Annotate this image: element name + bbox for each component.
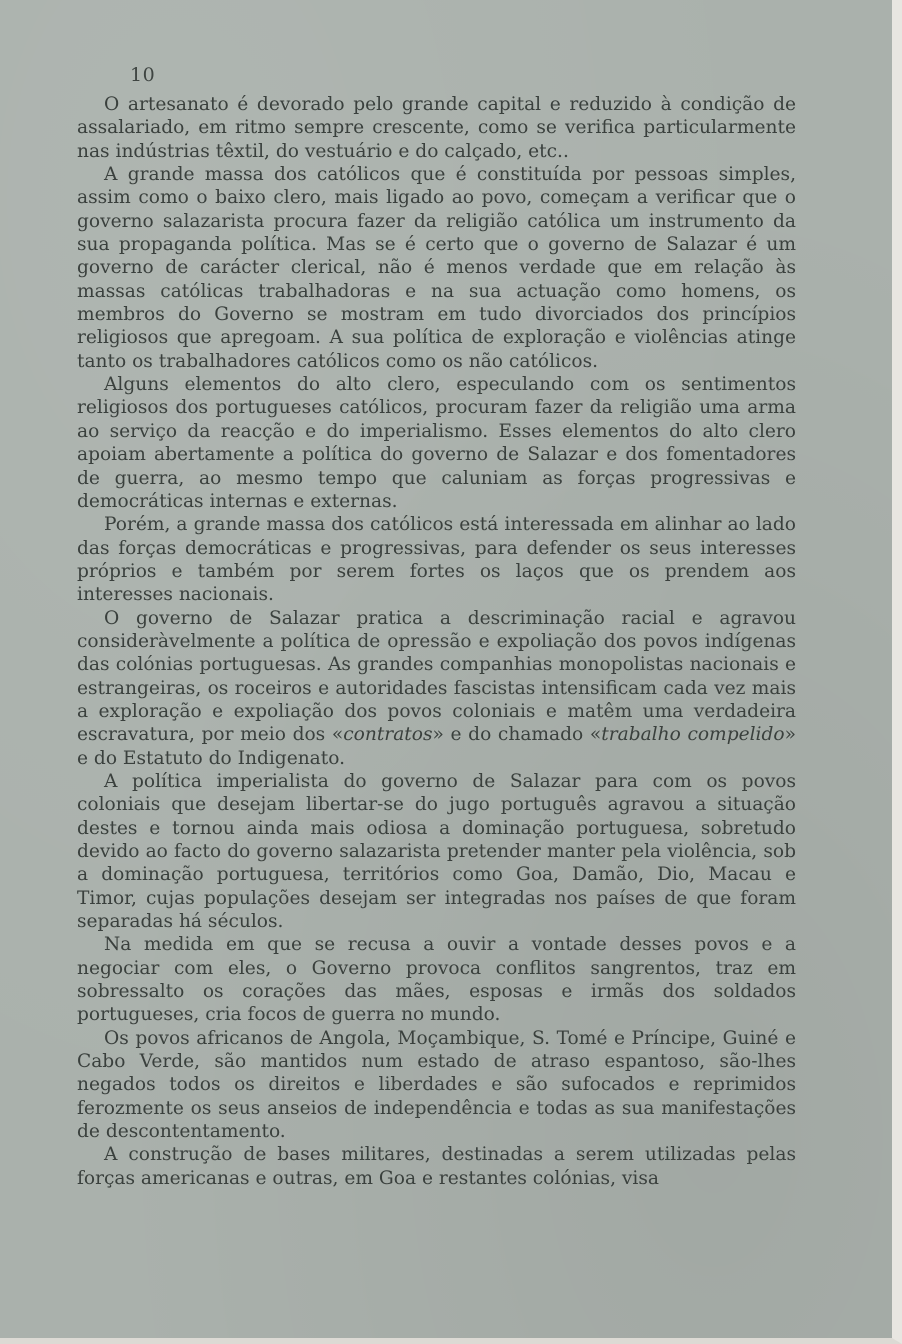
paragraph-porem: Porém, a grande massa dos católicos está interessada em alinhar ao lado das forças democráticas e progressivas, para defender os seus interesses próprios e também por serem fortes os laços que os prendem aos interesses nacionais. — [77, 514, 796, 606]
body-text — [77, 93, 796, 1190]
paragraph-text: » e do chamado « — [432, 724, 602, 746]
paragraph-alto-clero: Alguns elementos do alto clero, especulando com os sentimentos religiosos dos portugueses católicos, procuram fazer da religião uma arma ao serviço da reacção e do imperialismo. Esses elementos do alto clero apoiam abertamente a política do governo de Salazar e dos fomentadores de guerra, ao mesmo tempo que caluniam as forças progressivas e democráticas internas e externas. — [77, 374, 796, 512]
paragraph-artesanato: O artesanato é devorado pelo grande capital e reduzido à condição de assalariado, em ritmo sempre crescente, como se verifica particularmente nas indústrias têxtil, do vestuário e do calçado, etc.. — [77, 94, 796, 162]
italic-term-trabalho-compelido: trabalho compelido — [601, 724, 785, 746]
paragraph-na-medida: Na medida em que se recusa a ouvir a vontade desses povos e a negociar com eles, o Governo provoca conflitos sangrentos, traz em sobressalto os corações das mães, esposas e irmãs dos soldados portugueses, cria focos de guerra no mundo. — [77, 934, 796, 1026]
paragraph-descriminacao-racial — [77, 607, 796, 770]
page-number: 10 — [130, 64, 156, 86]
paragraph-povos-africanos: Os povos africanos de Angola, Moçambique, S. Tomé e Príncipe, Guiné e Cabo Verde, são mantidos num estado de atraso espantoso, são-lhes negados todos os direitos e liberdades e são sufocados e reprimidos ferozmente os seus anseios de independência e todas as sua manifestações de descontentamento. — [77, 1027, 796, 1143]
paragraph-politica-imperialista: A política imperialista do governo de Salazar para com os povos coloniais que desejam libertar-se do jugo português agravou a situação destes e tornou ainda mais odiosa a dominação portuguesa, sobretudo devido ao facto do governo salazarista pretender manter pela violência, sob a dominação portuguesa, territórios como Goa, Damão, Dio, Macau e Timor, cujas populações desejam ser integradas nos países de que foram separadas há séculos. — [77, 770, 796, 933]
paragraph-massa-catolicos: A grande massa dos católicos que é constituída por pessoas simples, assim como o baixo clero, mais ligado ao povo, começam a verificar que o governo salazarista procura fazer da religião católica um instrumento da sua propaganda política. Mas se é certo que o governo de Salazar é um governo de carácter clerical, não é menos verdade que em relação às massas católicas trabalhadoras e na sua actuação como homens, os membros do Governo se mostram em tudo divorciados dos princípios religiosos que apregoam. A sua política de exploração e violências atinge tanto os trabalhadores católicos como os não católicos. — [77, 164, 796, 372]
italic-term-contratos: contratos — [343, 724, 433, 746]
paragraph-bases-militares: A construção de bases militares, destinadas a serem utilizadas pelas forças americanas e outras, em Goa e restantes colónias, visa — [77, 1144, 796, 1189]
paragraph-text: O governo de Salazar pratica a descriminação racial e agravou consideràvelmente a política de opressão e expoliação dos povos indígenas das colónias portuguesas. As grandes companhias monopolistas nacionais e estrangeiras, os roceiros e autoridades fascistas intensificam cada vez mais a exploração e expoliação dos povos coloniais e matêm uma verdadeira escravatura, por meio dos « — [77, 607, 796, 746]
paragraph-text: » e do Estatuto do Indigenato. — [77, 724, 796, 769]
